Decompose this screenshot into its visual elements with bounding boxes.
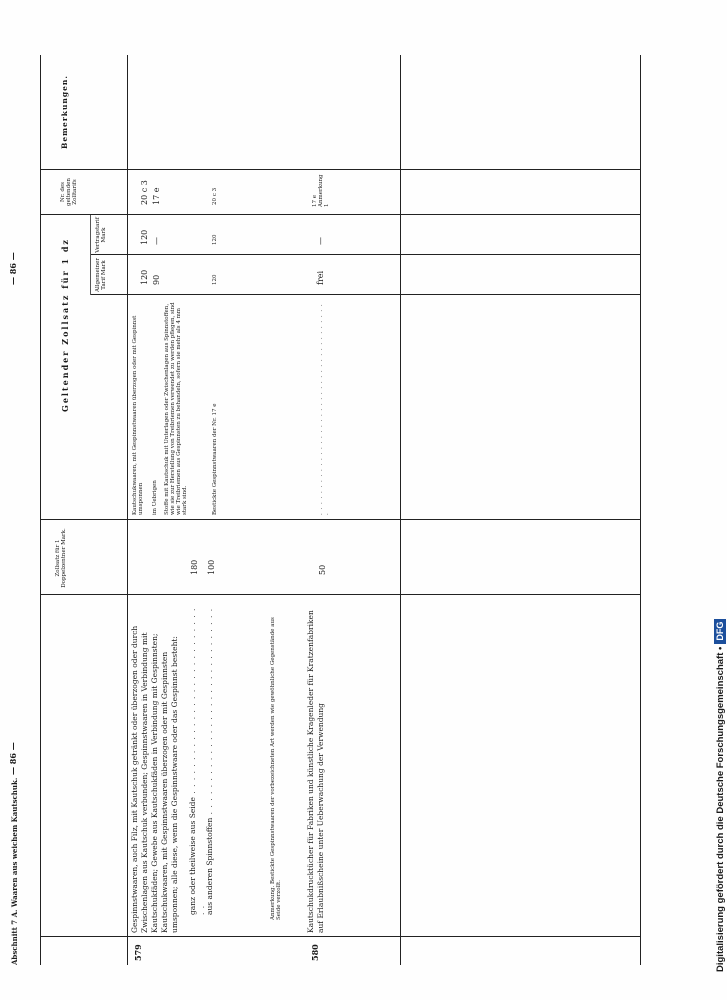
right-row-4-general: 120 (212, 274, 218, 285)
header-rule (127, 55, 128, 965)
right-row-5-ref: 17 e Anmerkung 1 (312, 174, 330, 207)
num-column-rule (40, 936, 640, 937)
right-row-4-contract: 120 (212, 234, 218, 245)
page-number-left: — 86 — (8, 742, 18, 775)
row-580-description: Kautschukdrucktücher für Fabriken und künstliche Kragenleder für Kratzenfabriken auf Erlaubnißscheine unter Ueberwachung der Verwendung (306, 610, 325, 933)
row-579-sub-other (205, 605, 214, 915)
desc-column-rule (40, 594, 640, 595)
subheader-rule (90, 215, 91, 295)
sub-silk-label: ganz oder theilweise aus Seide (188, 797, 197, 915)
contract-header: Vertragstarif Mark (95, 217, 107, 253)
leader-dots: . . . . . . . . . . . . . . . . . . . . . . . . . . . . . . (188, 607, 206, 915)
right-row-3-text: Stoffe mit Kautschuk mit Unterlagen oder Zwischenlagen aus Spinnstoffen, wie sie zur Herstellung von Treibriemen verwendet zu werden pflegen, sind wie Treibriemen aus Gespinnsten zu behandeln, sofern sie mehr als 4 mm stark sind. (164, 302, 188, 515)
row-number-579: 579 (133, 944, 143, 961)
right-row-1-text: Kautschukwaaren, mit Gespinnstwaaren überzogen oder mit Gespinnst umsponnen (132, 315, 144, 515)
page-number-right: — 86 — (8, 252, 18, 285)
right-header-main: Geltender Zollsatz für 1 dz (60, 238, 70, 412)
right-row-1-general: 120 (140, 269, 149, 285)
row-number-580: 580 (310, 944, 320, 961)
section-header: Abschnitt 7 A. Waaren aus weichem Kautschuk. (10, 777, 19, 965)
ref-header: Nr. des geltenden Zolltarifs (60, 178, 78, 206)
row-579-duty-silk: 180 (190, 559, 199, 575)
general-column-rule (90, 294, 640, 295)
right-row-2-ref: 17 e (152, 187, 161, 205)
right-row-5-leader: . . . . . . . . . . . . . . . . . . . . . . . . . . . . . . . . . . . . . . . . (318, 303, 330, 515)
right-row-4-ref: 20 c 3 (212, 187, 218, 205)
dfg-watermark-text: Digitalisierung gefördert durch die Deutsche Forschungsgemeinschaft • (715, 646, 726, 972)
ref-column-rule (40, 214, 640, 215)
leader-dots: . . . . . . . . . . . . . . . . . . . . . . . . . . . . . . . (205, 607, 214, 818)
contract-column-rule (90, 254, 640, 255)
bottom-rule (640, 55, 641, 965)
rotated-content (0, 15, 700, 975)
row-579-duty-other: 100 (207, 559, 216, 575)
right-row-5-general: frei (316, 270, 325, 285)
right-row-2-contract: — (152, 237, 161, 245)
duty-header: Zollsatz für 1 Doppelzentner Mark. (55, 528, 67, 588)
dfg-watermark (712, 0, 727, 1000)
remarks-column-rule (40, 169, 640, 170)
row-579-note: Anmerkung. Bestickte Gespinnstwaaren der vorbezeichneten Art werden wie gewöhnliche Gegenstände aus Seide verzollt. (270, 617, 282, 920)
right-row-1-ref: 20 c 3 (140, 180, 149, 205)
top-rule (40, 55, 41, 965)
row-579-sub-silk (188, 605, 206, 915)
row-580-duty: 50 (318, 564, 327, 575)
dfg-watermark-line (713, 22, 727, 972)
dfg-logo: DFG (714, 619, 726, 644)
remarks-header: Bemerkungen. (60, 75, 69, 149)
right-row-2-general: 90 (152, 274, 161, 285)
duty-column-rule (40, 519, 640, 520)
right-row-2-text: im Uebrigen (152, 480, 158, 515)
right-row-5-contract: — (316, 237, 325, 245)
right-row-4-text: Bestickte Gespinnstwaaren der Nr. 17 e (212, 403, 218, 515)
row-579-description: Gespinnstwaaren, auch Filz, mit Kautschuk getränkt oder überzogen oder durch Zwischenlagen aus Kautschuk verbunden; Gespinnstwaaren in Verbindung mit Kautschukfäden; Gewebe aus Kautschukfäden in Verbindung mit Gespinnsten; Kautschukwaaren, mit Gespinnstwaaren überzogen oder mit Gespinnsten umsponnen; alle diese, wenn die Gespinnstwaare oder das Gespinnst besteht: (130, 625, 179, 933)
sub-other-label: aus anderen Spinnstoffen (205, 817, 214, 915)
general-header: Allgemeiner Tarif Mark (95, 258, 107, 292)
mid-rule (400, 55, 401, 965)
right-row-1-contract: 120 (140, 229, 149, 245)
